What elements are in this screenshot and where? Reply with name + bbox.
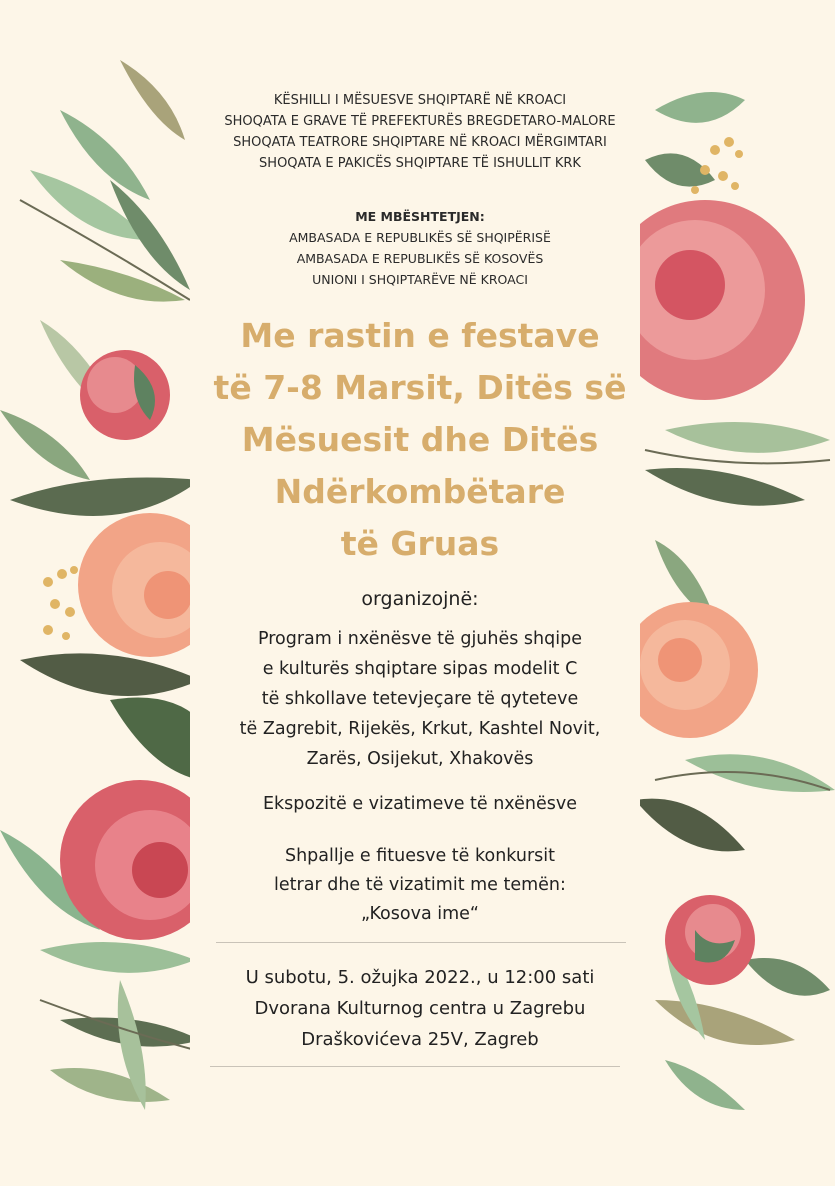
- leaf: [120, 60, 185, 140]
- rosebud-icon: [80, 350, 170, 440]
- contest-announcement: [190, 842, 650, 929]
- event-venue: Dvorana Kulturnog centra u Zagrebu: [254, 998, 586, 1019]
- event-datetime: U subotu, 5. ožujka 2022., u 12:00 sati: [245, 967, 595, 988]
- peach-rose-icon: [635, 602, 758, 738]
- program-line: Zarës, Osijekut, Xhakovës: [306, 749, 534, 769]
- exhibition-text: Ekspozitë e vizatimeve të nxënësve: [262, 794, 577, 814]
- leaf: [20, 653, 200, 696]
- organizer-line: SHOQATA E GRAVE TË PREFEKTURËS BREGDETARO-MALORE: [224, 114, 616, 129]
- contest-line: „Kosova ime“: [361, 904, 479, 924]
- organizers-list: [190, 90, 650, 174]
- organizer-line: KËSHILLI I MËSUESVE SHQIPTARË NË KROACI: [273, 93, 567, 108]
- organizer-line: SHOQATA E PAKICËS SHQIPTARE TË ISHULLIT KRK: [259, 156, 581, 171]
- contest-line: Shpallje e fituesve të konkursit: [284, 846, 556, 866]
- divider-bottom: [210, 1066, 620, 1067]
- leaf: [645, 468, 805, 506]
- title-line: Ndërkombëtare: [274, 472, 566, 511]
- peach-rose-icon: [78, 513, 200, 657]
- red-rose-icon: [635, 200, 805, 400]
- leaf: [655, 92, 745, 123]
- support-heading: ME MBËSHTETJEN:: [355, 209, 485, 224]
- leaf: [745, 958, 830, 996]
- leaf: [665, 1060, 745, 1110]
- support-item: UNIONI I SHQIPTARËVE NË KROACI: [312, 272, 528, 287]
- event-title: [190, 310, 650, 570]
- organize-label: organizojnë:: [361, 588, 479, 610]
- title-line: Me rastin e festave: [240, 316, 600, 355]
- leaf: [10, 478, 200, 517]
- leaf: [635, 799, 745, 852]
- floral-decoration-left: [0, 0, 200, 1186]
- support-item: AMBASADA E REPUBLIKËS SË KOSOVËS: [296, 251, 544, 266]
- title-line: të Gruas: [340, 524, 500, 563]
- organizer-line: SHOQATA TEATRORE SHQIPTARE NË KROACI MËRGIMTARI: [233, 135, 607, 150]
- floral-decoration-right: [635, 0, 835, 1186]
- program-line: të shkollave tetevjeçare të qyteteve: [261, 689, 579, 709]
- leaf: [665, 422, 830, 453]
- program-line: e kulturës shqiptare sipas modelit C: [262, 659, 578, 679]
- divider-top: [216, 942, 626, 943]
- contest-line: letrar dhe të vizatimit me temën:: [274, 875, 566, 895]
- support-item: AMBASADA E REPUBLIKËS SË SHQIPËRISË: [289, 230, 551, 245]
- program-line: Program i nxënësve të gjuhës shqipe: [257, 629, 582, 649]
- rosebud-icon: [665, 895, 755, 985]
- program-description: [190, 624, 650, 774]
- leaf: [40, 942, 195, 973]
- leaf: [655, 1000, 795, 1045]
- support-block: [190, 206, 650, 290]
- leaf: [0, 410, 90, 480]
- leaf: [110, 698, 200, 781]
- title-line: Mësuesit dhe Ditës: [241, 420, 599, 459]
- event-details: [190, 962, 650, 1055]
- title-line: të 7-8 Marsit, Ditës së: [213, 368, 627, 407]
- leaf: [50, 1068, 170, 1102]
- gold-buds-icon: [43, 566, 78, 640]
- program-line: të Zagrebit, Rijekës, Krkut, Kashtel Novit,: [239, 719, 601, 739]
- event-address: Draškovićeva 25V, Zagreb: [301, 1029, 539, 1050]
